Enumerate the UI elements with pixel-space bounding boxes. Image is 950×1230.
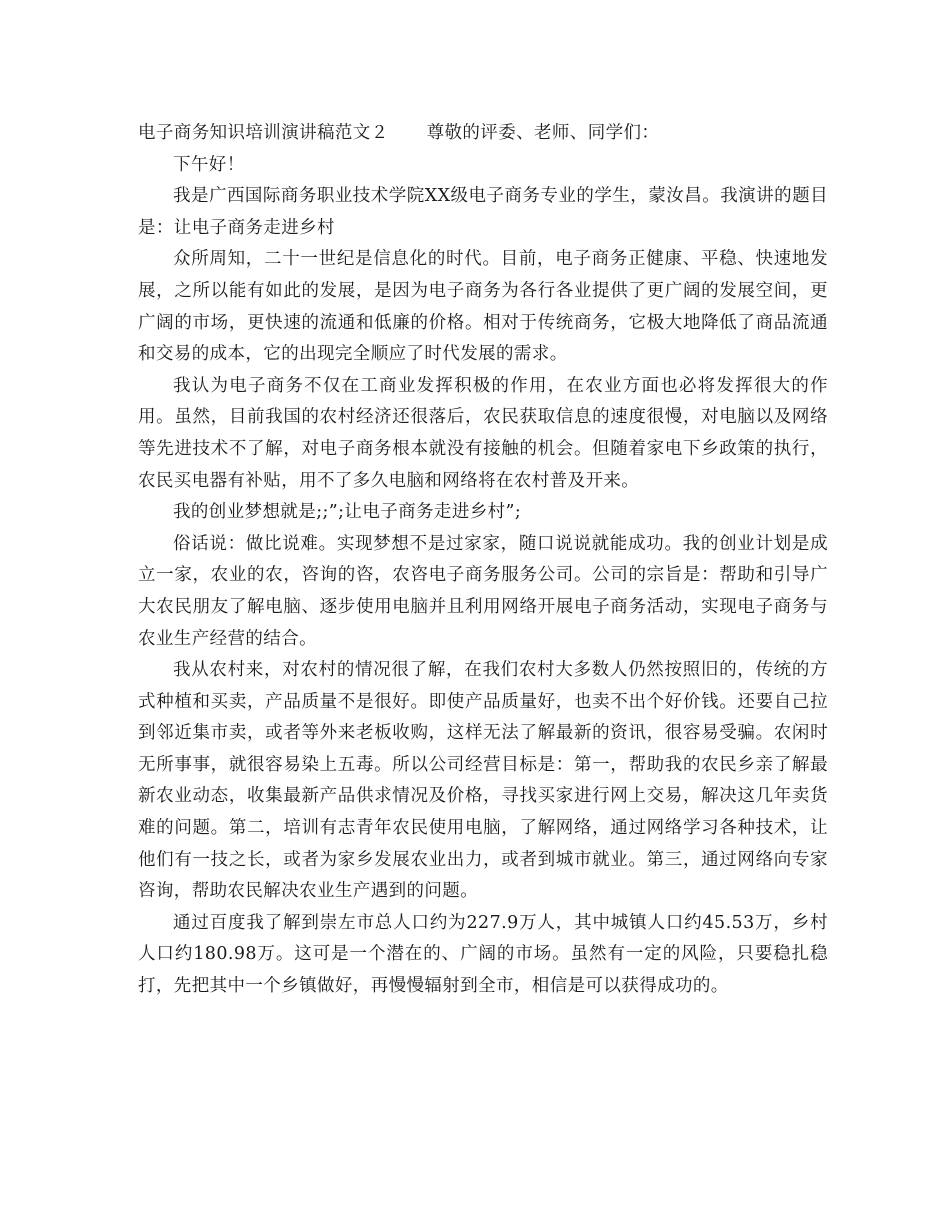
paragraph-plan: 俗话说：做比说难。实现梦想不是过家家，随口说说就能成功。我的创业计划是成立一家，农业的农，咨询的咨，农咨电子商务服务公司。公司的宗旨是：帮助和引导广大农民朋友了解电脑、逐步使用电脑并且利用网络开展电子商务活动，实现电子商务与农业生产经营的结合。	[138, 533, 828, 649]
salutation: 尊敬的评委、老师、同学们：	[426, 123, 660, 143]
paragraph-market: 通过百度我了解到崇左市总人口约为227.9万人，其中城镇人口约45.53万，乡村人口约180.98万。这可是一个潜在的、广阔的市场。虽然有一定的风险，只要稳扎稳打，先把其中一个乡镇做好，再慢慢辐射到全市，相信是可以获得成功的。	[138, 912, 828, 997]
paragraph-intro: 我是广西国际商务职业技术学院XX级电子商务专业的学生，蒙汝昌。我演讲的题目是：让电子商务走进乡村	[138, 186, 828, 238]
paragraph-background: 众所周知，二十一世纪是信息化的时代。目前，电子商务正健康、平稳、快速地发展，之所以能有如此的发展，是因为电子商务为各行各业提供了更广阔的发展空间，更广阔的市场，更快速的流通和低廉的价格。相对于传统商务，它极大地降低了商品流通和交易的成本，它的出现完全顺应了时代发展的需求。	[138, 249, 828, 365]
document-page	[138, 118, 828, 1003]
document-title: 电子商务知识培训演讲稿范文２	[138, 123, 389, 143]
title-line	[138, 118, 828, 150]
paragraph-agriculture: 我认为电子商务不仅在工商业发挥积极的作用，在农业方面也必将发挥很大的作用。虽然，目前我国的农村经济还很落后，农民获取信息的速度很慢，对电脑以及网络等先进技术不了解，对电子商务根本就没有接触的机会。但随着家电下乡政策的执行，农民买电器有补贴，用不了多久电脑和网络将在农村普及开来。	[138, 375, 828, 491]
paragraph-dream: 我的创业梦想就是;;”;让电子商务走进乡村”;	[173, 502, 522, 523]
paragraph-goals: 我从农村来，对农村的情况很了解，在我们农村大多数人仍然按照旧的，传统的方式种植和买卖，产品质量不是很好。即使产品质量好，也卖不出个好价钱。还要自己拉到邻近集市卖，或者等外来老板收购，这样无法了解最新的资讯，很容易受骗。农闲时无所事事，就很容易染上五毒。所以公司经营目标是：第一，帮助我的农民乡亲了解最新农业动态，收集最新产品供求情况及价格，寻找买家进行网上交易，解决这几年卖货难的问题。第二，培训有志青年农民使用电脑，了解网络，通过网络学习各种技术，让他们有一技之长，或者为家乡发展农业出力，或者到城市就业。第三，通过网络向专家咨询，帮助农民解决农业生产遇到的问题。	[138, 660, 828, 902]
paragraph-greeting: 下午好！	[173, 154, 245, 175]
